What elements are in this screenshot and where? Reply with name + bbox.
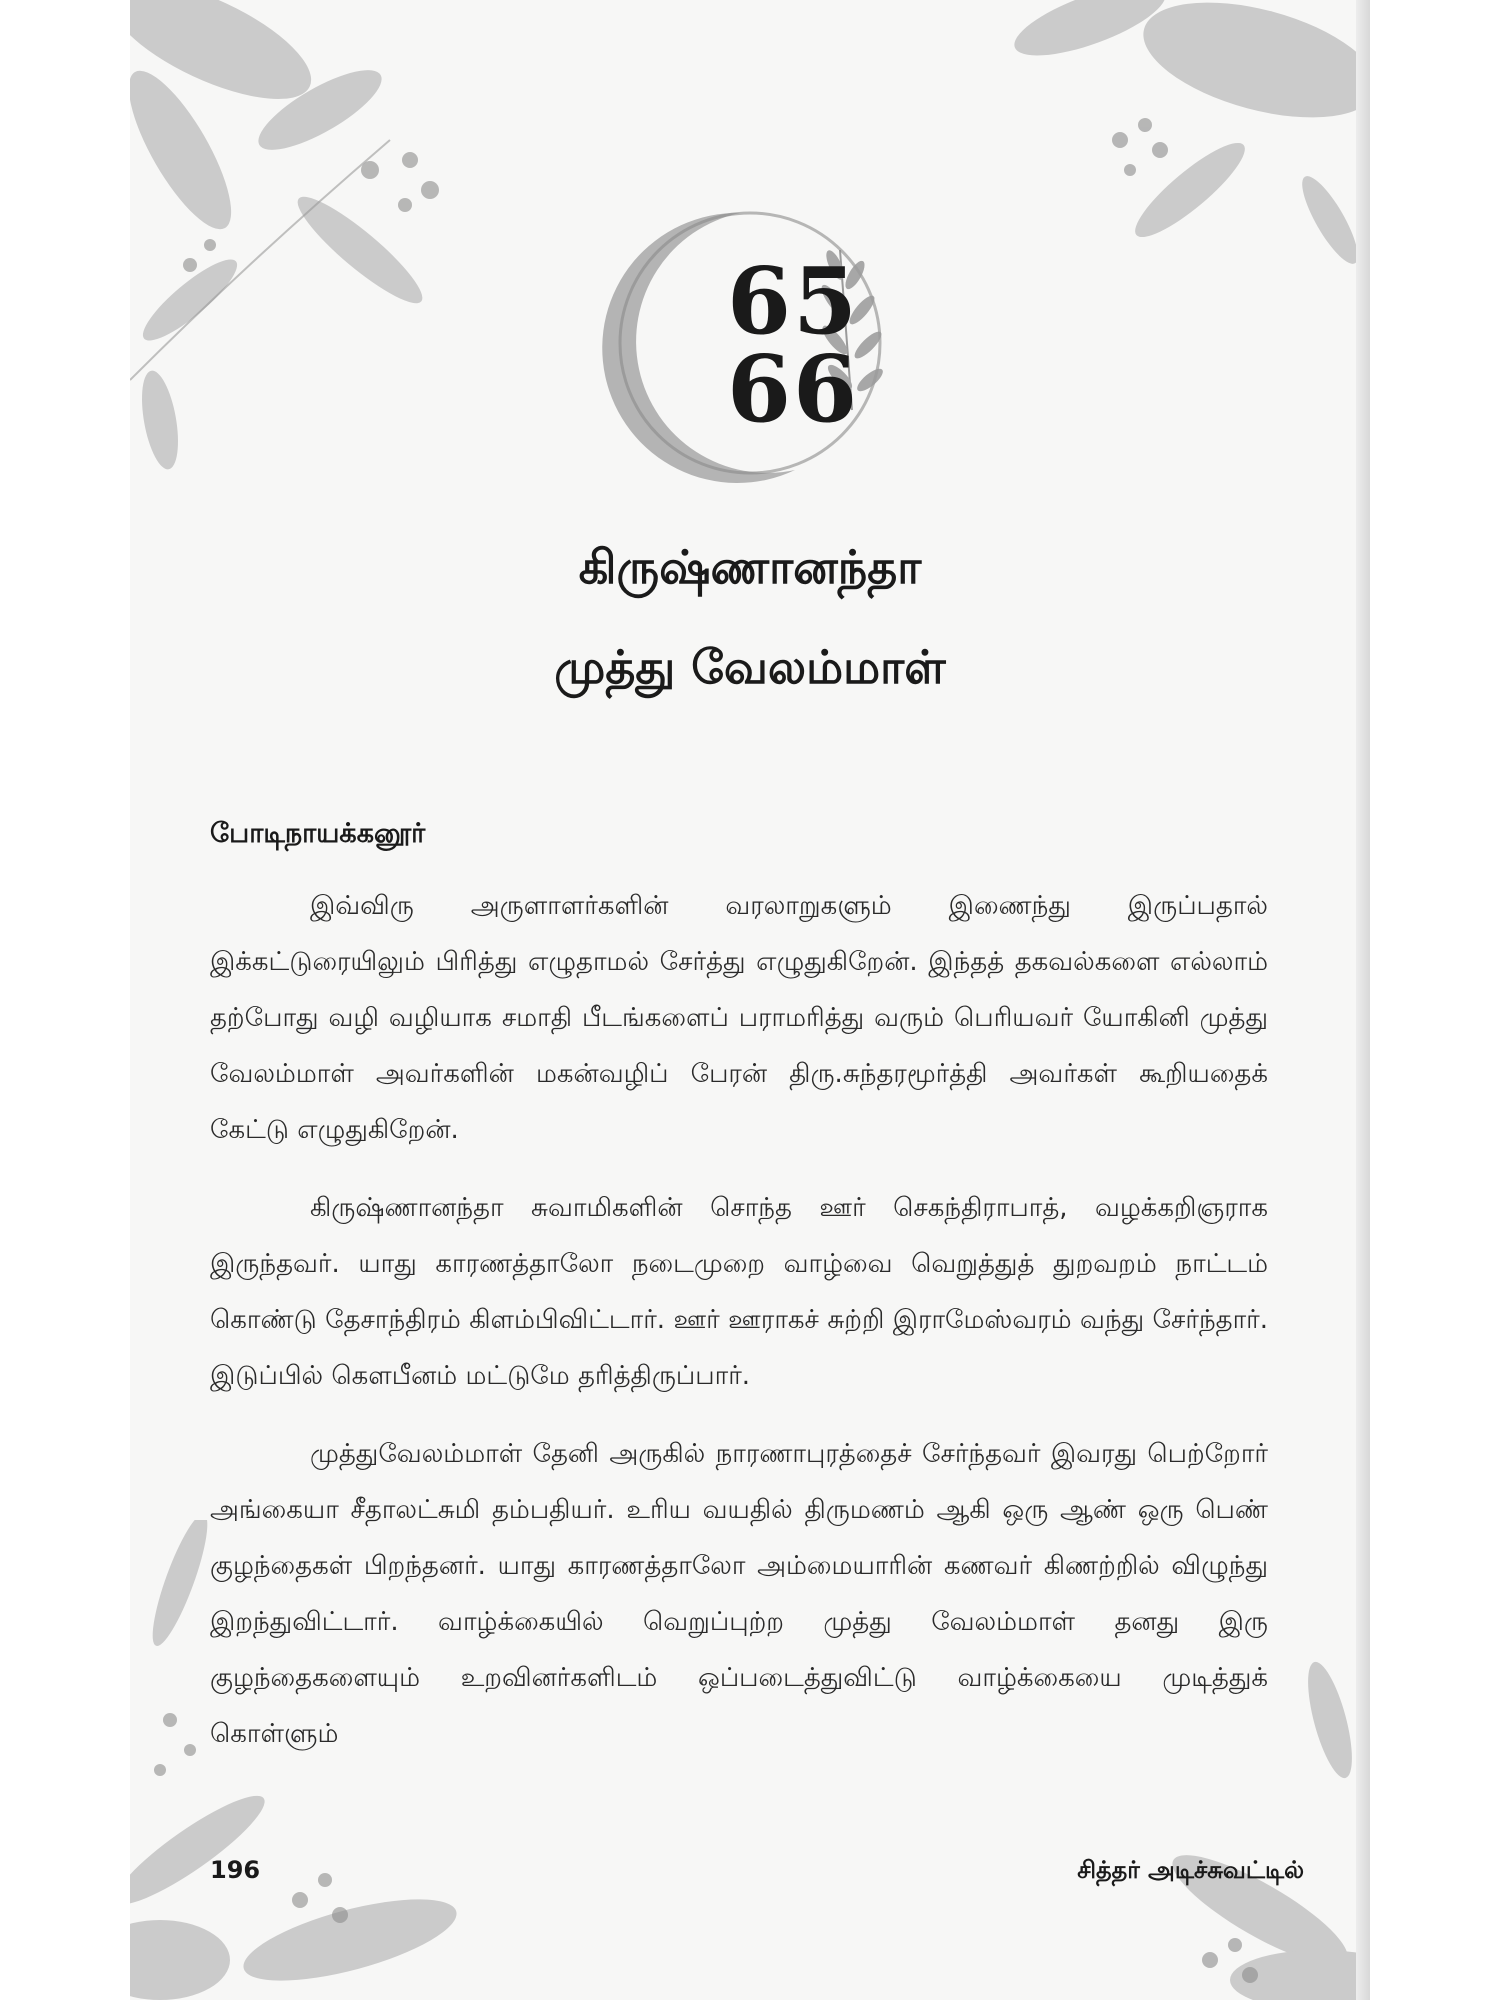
chapter-number-bottom: 66: [726, 335, 860, 443]
paragraph: முத்துவேலம்மாள் தேனி அருகில் நாரணாபுரத்தைச் சேர்ந்தவர் இவரது பெற்றோர் அங்கையா சீதாலட்சுமி தம்பதியர். உரிய வயதில் திருமணம் ஆகி ஒரு ஆண் ஒரு பெண் குழந்தைகள் பிறந்தனர். யாது காரணத்தாலோ அம்மையாரின் கணவர் கிணற்றில் விழுந்து இறந்துவிட்டார். வாழ்க்கையில் வெறுப்புற்ற முத்து வேலம்மாள் தனது இரு குழந்தைகளையும் உறவினர்களிடம் ஒப்படைத்துவிட்டு வாழ்க்கையை முடித்துக் கொள்ளும்: [210, 1439, 1268, 1749]
chapter-title-line-2: முத்து வேலம்மாள்: [554, 640, 946, 694]
chapter-title-line-1: கிருஷ்ணானந்தா: [578, 540, 922, 594]
chapter-number-top: 65: [726, 247, 860, 355]
body-text: [210, 878, 1268, 1784]
paragraph: கிருஷ்ணானந்தா சுவாமிகளின் சொந்த ஊர் செகந்திராபாத், வழக்கறிஞராக இருந்தவர். யாது காரணத்தாலோ நடைமுறை வாழ்வை வெறுத்துத் துறவறம் நாட்டம் கொண்டு தேசாந்திரம் கிளம்பிவிட்டார். ஊர் ஊராகச் சுற்றி இராமேஸ்வரம் வந்து சேர்ந்தார். இடுப்பில் கௌபீனம் மட்டுமே தரித்திருப்பார்.: [210, 1193, 1268, 1391]
page-number: 196: [210, 1856, 261, 1884]
chapter-number-badge: [590, 195, 920, 495]
floral-decoration-top-right: [1010, 0, 1370, 300]
book-page: [130, 0, 1370, 2000]
floral-decoration-top-left: [130, 0, 510, 520]
paragraph: இவ்விரு அருளாளர்களின் வரலாறுகளும் இணைந்து இருப்பதால் இக்கட்டுரையிலும் பிரித்து எழுதாமல் சேர்த்து எழுதுகிறேன். இந்தத் தகவல்களை எல்லாம் தற்போது வழி வழியாக சமாதி பீடங்களைப் பராமரித்து வரும் பெரியவர் யோகினி முத்து வேலம்மாள் அவர்களின் மகன்வழிப் பேரன் திரு.சுந்தரமூர்த்தி அவர்கள் கூறியதைக் கேட்டு எழுதுகிறேன்.: [210, 891, 1268, 1145]
section-heading: போடிநாயக்கனூர்: [210, 818, 426, 849]
page-edge: [1356, 0, 1370, 2000]
running-footer-title: சித்தர் அடிச்சுவட்டில்: [1077, 1856, 1304, 1884]
